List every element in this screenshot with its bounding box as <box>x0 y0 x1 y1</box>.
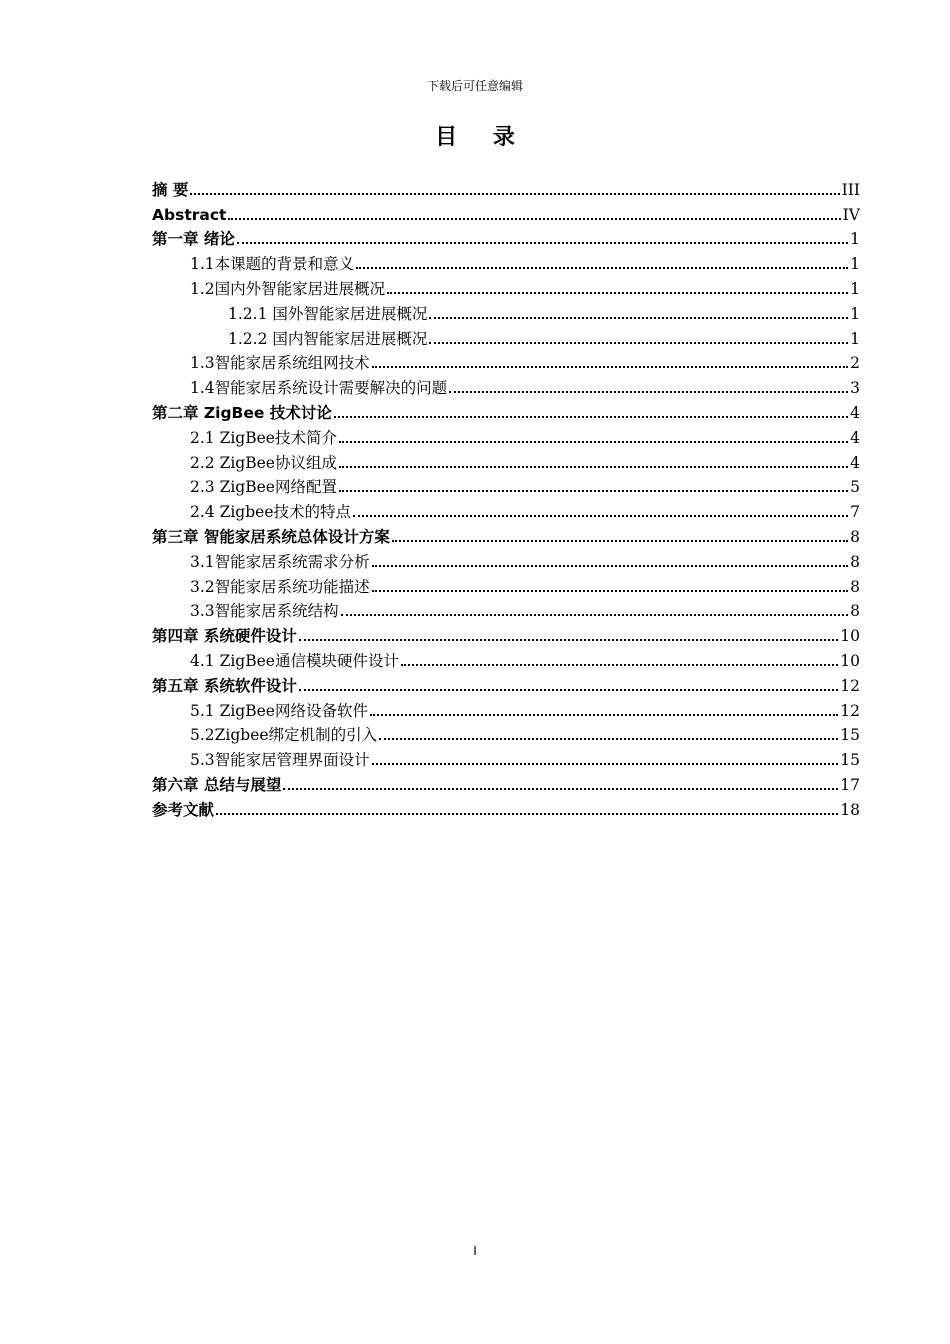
toc-entry-label: 5.1 ZigBee网络设备软件 <box>190 701 368 720</box>
toc-dot-leader <box>372 762 839 765</box>
toc-entry-label: 第六章 总结与展望 <box>152 775 282 794</box>
toc-dot-leader <box>339 465 848 468</box>
toc-entry-label: 第五章 系统软件设计 <box>152 676 297 695</box>
toc-entry-page: 10 <box>840 651 860 670</box>
toc-entry-page: 4 <box>850 428 860 447</box>
toc-entry-page: 10 <box>840 627 860 646</box>
toc-entry-label: 第四章 系统硬件设计 <box>152 627 297 646</box>
toc-entry-label: 1.2国内外智能家居进展概况 <box>190 279 386 298</box>
toc-entry[interactable] <box>152 721 860 746</box>
toc-dot-leader <box>449 390 848 393</box>
toc-entry[interactable] <box>152 795 860 820</box>
toc-entry[interactable] <box>152 249 860 274</box>
toc-entry-page: 5 <box>850 478 860 497</box>
page-title: 目 录 <box>435 125 529 150</box>
toc-entry-page: 15 <box>840 751 860 770</box>
toc-entry-label: Abstract <box>152 205 227 224</box>
toc-dot-leader <box>370 713 838 716</box>
toc-entry-page: 12 <box>840 676 860 695</box>
toc-dot-leader <box>299 638 838 641</box>
toc-entry[interactable] <box>152 373 860 398</box>
toc-entry[interactable] <box>152 423 860 448</box>
toc-entry-page: IV <box>842 205 860 224</box>
toc-entry-page: 8 <box>850 552 860 571</box>
toc-entry[interactable] <box>152 398 860 423</box>
toc-entry[interactable] <box>152 274 860 299</box>
toc-entry-page: III <box>841 180 860 199</box>
toc-entry[interactable] <box>152 448 860 473</box>
toc-entry-page: 1 <box>850 304 860 323</box>
toc-dot-leader <box>401 663 838 666</box>
toc-entry-label: 2.3 ZigBee网络配置 <box>190 478 337 497</box>
toc-entry[interactable] <box>152 225 860 250</box>
toc-entry-page: 1 <box>850 279 860 298</box>
toc-entry-page: 7 <box>850 503 860 522</box>
toc-entry-label: 第三章 智能家居系统总体设计方案 <box>152 527 390 546</box>
toc-entry-label: 2.4 Zigbee技术的特点 <box>190 503 351 522</box>
toc-entry[interactable] <box>152 621 860 646</box>
toc-dot-leader <box>372 365 848 368</box>
toc-entry[interactable] <box>152 299 860 324</box>
toc-entry-label: 1.1本课题的背景和意义 <box>190 255 355 274</box>
toc-entry-label: 2.2 ZigBee协议组成 <box>190 453 337 472</box>
toc-entry-label: 3.2智能家居系统功能描述 <box>190 577 370 596</box>
toc-entry-label: 第二章 ZigBee 技术讨论 <box>152 403 332 422</box>
toc-entry-label: 3.1智能家居系统需求分析 <box>190 552 370 571</box>
toc-entry-label: 1.4智能家居系统设计需要解决的问题 <box>190 379 448 398</box>
toc-entry-label: 1.2.2 国内智能家居进展概况 <box>228 329 428 348</box>
toc-entry[interactable] <box>152 671 860 696</box>
toc-dot-leader <box>392 539 848 542</box>
toc-entry-label: 摘 要 <box>152 180 189 199</box>
toc-entry-page: 8 <box>850 527 860 546</box>
toc-entry-label: 5.2Zigbee绑定机制的引入 <box>190 726 378 745</box>
toc-entry[interactable] <box>152 200 860 225</box>
toc-dot-leader <box>353 514 848 517</box>
toc-entry-page: 4 <box>850 453 860 472</box>
toc-entry-page: 1 <box>850 329 860 348</box>
toc-entry-page: 15 <box>840 726 860 745</box>
toc-entry[interactable] <box>152 324 860 349</box>
toc-entry-label: 3.3智能家居系统结构 <box>190 602 339 621</box>
page-number: I <box>473 1244 477 1258</box>
toc-dot-leader <box>429 341 848 344</box>
toc-dot-leader <box>228 217 840 220</box>
header-note: 下载后可任意编辑 <box>426 79 523 93</box>
toc-dot-leader <box>339 489 848 492</box>
toc-entry-page: 3 <box>850 379 860 398</box>
toc-entry-label: 5.3智能家居管理界面设计 <box>190 751 370 770</box>
toc-dot-leader <box>216 812 838 815</box>
table-of-contents <box>152 175 860 820</box>
toc-entry-page: 18 <box>840 800 860 819</box>
toc-dot-leader <box>334 415 848 418</box>
toc-entry-label: 1.2.1 国外智能家居进展概况 <box>228 304 428 323</box>
toc-dot-leader <box>387 291 848 294</box>
toc-dot-leader <box>283 787 838 790</box>
toc-entry[interactable] <box>152 473 860 498</box>
toc-entry[interactable] <box>152 696 860 721</box>
toc-entry[interactable] <box>152 597 860 622</box>
toc-entry[interactable] <box>152 745 860 770</box>
toc-entry-label: 4.1 ZigBee通信模块硬件设计 <box>190 651 399 670</box>
toc-entry-page: 12 <box>840 701 860 720</box>
toc-dot-leader <box>429 316 848 319</box>
toc-dot-leader <box>341 613 848 616</box>
toc-entry-page: 17 <box>840 775 860 794</box>
toc-dot-leader <box>299 688 838 691</box>
toc-entry-page: 1 <box>850 255 860 274</box>
toc-dot-leader <box>237 241 848 244</box>
toc-dot-leader <box>356 266 848 269</box>
toc-entry[interactable] <box>152 175 860 200</box>
toc-entry-page: 4 <box>850 403 860 422</box>
toc-dot-leader <box>379 737 838 740</box>
toc-entry-page: 1 <box>850 230 860 249</box>
toc-entry[interactable] <box>152 770 860 795</box>
toc-dot-leader <box>190 192 839 195</box>
toc-entry-page: 8 <box>850 602 860 621</box>
toc-dot-leader <box>339 440 848 443</box>
toc-entry-page: 8 <box>850 577 860 596</box>
toc-entry[interactable] <box>152 349 860 374</box>
toc-entry-label: 2.1 ZigBee技术简介 <box>190 428 337 447</box>
toc-entry-label: 第一章 绪论 <box>152 230 235 249</box>
toc-entry[interactable] <box>152 646 860 671</box>
toc-entry[interactable] <box>152 522 860 547</box>
toc-entry[interactable] <box>152 572 860 597</box>
toc-dot-leader <box>372 589 848 592</box>
toc-entry[interactable] <box>152 497 860 522</box>
toc-dot-leader <box>372 564 848 567</box>
toc-entry-page: 2 <box>850 354 860 373</box>
toc-entry-label: 参考文献 <box>152 800 215 819</box>
toc-entry-label: 1.3智能家居系统组网技术 <box>190 354 370 373</box>
toc-entry[interactable] <box>152 547 860 572</box>
